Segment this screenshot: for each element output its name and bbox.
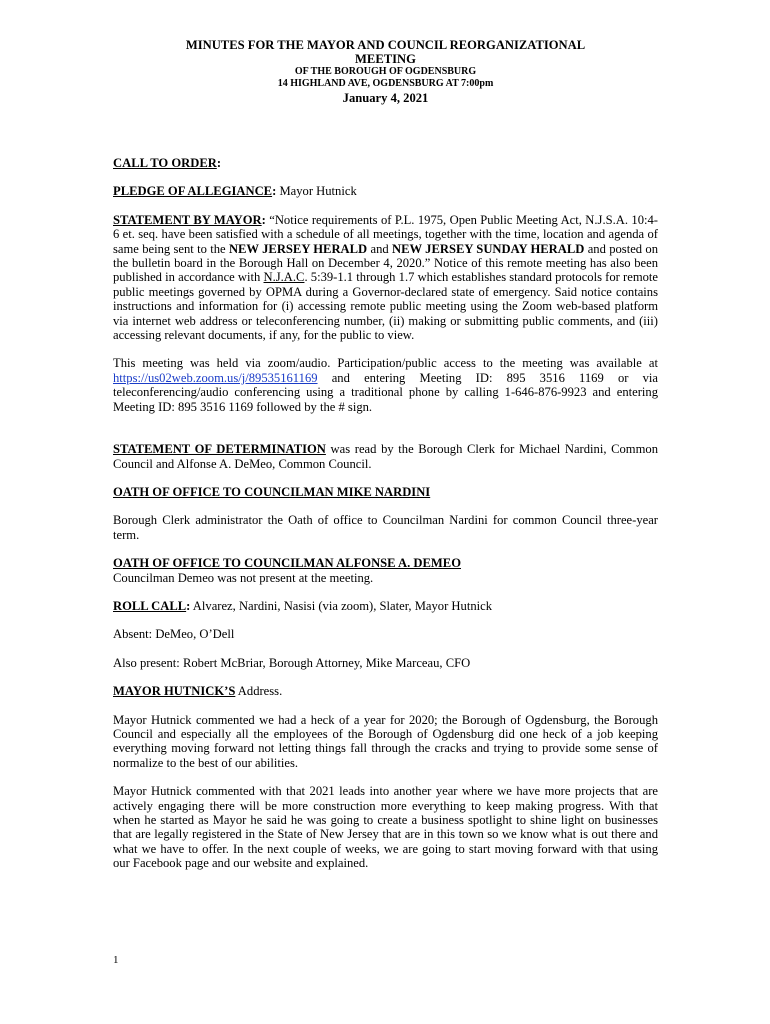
oath-demeo-heading: OATH OF OFFICE TO COUNCILMAN ALFONSE A. DEMEO	[113, 556, 461, 571]
mayor-address-paragraph: Mayor Hutnick commented with that 2021 leads into another year where we have more projects that are actively engaging there will be more construction more everything to keep making progress. With that when he started as Mayor he said he was going to create a business spotlight to shine light on businesses that are legally registered in the State of New Jersey that are in this town so we know what is out there and what we have to offer. In the next couple of weeks, we are going to start moving forward with that using our Facebook page and our website and explained.	[113, 784, 658, 871]
newspaper-name: NEW JERSEY SUNDAY HERALD	[391, 241, 585, 256]
pledge-heading: PLEDGE OF ALLEGIANCE	[113, 184, 273, 199]
statement-of-determination: STATEMENT OF DETERMINATION was read by the Borough Clerk for Michael Nardini, Common Council and Alfonse A. DeMeo, Common Council.	[113, 442, 658, 471]
njac-reference: N.J.A.C	[263, 270, 305, 285]
page-number: 1	[113, 954, 119, 966]
determination-heading: STATEMENT OF DETERMINATION	[113, 442, 326, 457]
zoom-meeting-link[interactable]: https://us02web.zoom.us/j/89535161169	[113, 370, 318, 385]
mayor-address-paragraph: Mayor Hutnick commented we had a heck of a year for 2020; the Borough of Ogdensburg, the Borough Council and especially all the employees of the Borough of Ogdensburg did one heck of a job keeping everything moving forward not letting things fall through the cracks and trying to provide some sense of normalize to the best of our abilities.	[113, 712, 658, 770]
oath-nardini-heading: OATH OF OFFICE TO COUNCILMAN MIKE NARDINI	[113, 484, 431, 499]
newspaper-name: NEW JERSEY HERALD	[228, 241, 368, 256]
pledge-text: Mayor Hutnick	[276, 184, 357, 199]
oath-demeo-text: Councilman Demeo was not present at the meeting.	[113, 570, 374, 585]
minutes-page	[113, 38, 658, 871]
roll-call-heading: ROLL CALL	[113, 598, 187, 613]
oath-nardini-text: Borough Clerk administrator the Oath of office to Councilman Nardini for common Council three-year term.	[113, 513, 658, 542]
borough-name: OF THE BOROUGH OF OGDENSBURG	[294, 66, 477, 77]
statement-by-mayor: STATEMENT BY MAYOR: “Notice requirements of P.L. 1975, Open Public Meeting Act, N.J.S.A. 10:4-6 et. seq. have been satisfied with a schedule of all meetings, together with the time, location and agenda of same being sent to the NEW JERSEY HERALD and NEW JERSEY SUNDAY HERALD and posted on the bulletin board in the Borough Hall on December 4, 2020.” Notice of this remote meeting has also been published in accordance with N.J.A.C. 5:39-1.1 through 1.7 which establishes standard protocols for remote public meetings governed by OPMA during a Governor-declared state of emergency. Said notice contains instructions and information for (i) accessing remote public meeting using the Zoom web-based platform via internet web address or teleconferencing number, (ii) making or submitting public comments, and (iii) accessing relevant documents, if any, for the public to view.	[113, 212, 658, 343]
document-title-line1: MINUTES FOR THE MAYOR AND COUNCIL REORGANIZATIONAL	[185, 38, 586, 52]
also-present: Also present: Robert McBriar, Borough Attorney, Mike Marceau, CFO	[113, 655, 471, 670]
statement-by-mayor-heading: STATEMENT BY MAYOR	[113, 212, 262, 227]
mayor-address-heading: MAYOR HUTNICK’S Address.	[113, 684, 283, 699]
pledge-of-allegiance: PLEDGE OF ALLEGIANCE: Mayor Hutnick	[113, 184, 357, 199]
zoom-access-paragraph: This meeting was held via zoom/audio. Participation/public access to the meeting was available at https://us02web.zoom.us/j/89535161169 and entering Meeting ID: 895 3516 1169 or via teleconferencing/audio conferencing using a traditional phone by calling 1-646-876-9923 and entering Meeting ID: 895 3516 1169 followed by the # sign.	[113, 356, 658, 414]
absent-members: Absent: DeMeo, O’Dell	[113, 627, 235, 642]
document-title-line2: MEETING	[355, 52, 416, 66]
roll-call-members: Alvarez, Nardini, Nasisi (via zoom), Slater, Mayor Hutnick	[190, 598, 493, 613]
meeting-address: 14 HIGHLAND AVE, OGDENSBURG AT 7:00pm	[277, 78, 494, 89]
meeting-date: January 4, 2021	[342, 91, 429, 105]
call-to-order-heading: CALL TO ORDER	[113, 156, 217, 170]
call-to-order: CALL TO ORDER:	[113, 156, 222, 170]
roll-call: ROLL CALL: Alvarez, Nardini, Nasisi (via zoom), Slater, Mayor Hutnick	[113, 598, 493, 613]
